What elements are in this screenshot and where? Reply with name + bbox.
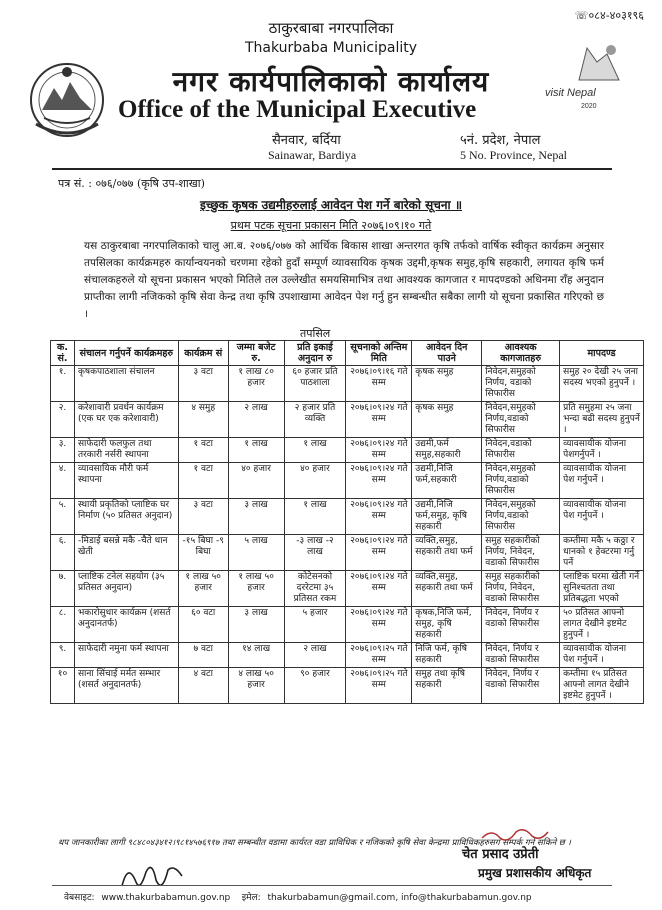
deadline-cell: २०७६।०९।२४ गते सम्म — [346, 463, 412, 499]
serial-cell: ३. — [51, 438, 75, 463]
location-nepali: सैनवार, बर्दिया — [272, 133, 341, 148]
grant-cell: -३ लाख -२ लाख — [284, 535, 346, 571]
grant-cell: १ लाख — [284, 499, 346, 535]
email-links[interactable]: thakurbabamun@gmail.com, info@thakurbabamun.gov.np — [267, 893, 532, 903]
grant-cell: ४० हजार — [284, 463, 346, 499]
deadline-cell: २०७६।०९।२५ गते सम्म — [346, 668, 412, 704]
budget-cell: २ लाख — [228, 402, 284, 438]
program-cell: करेशावारी प्रवर्धन कार्यक्रम (एक घर एक करेशावारी) — [74, 402, 178, 438]
header-cell: क. सं. — [51, 341, 75, 366]
deadline-cell: २०७६।०९।२४ गते सम्म — [346, 607, 412, 643]
serial-cell: ८. — [51, 607, 75, 643]
municipality-name-nepali: ठाकुरबाबा नगरपालिका — [268, 19, 394, 37]
eligible-cell: व्यक्ति,समुह, सहकारी तथा फर्म — [412, 571, 482, 607]
program-cell: साफेदारी फलफुल तथा तरकारी नर्सरी स्थापना — [74, 438, 178, 463]
location-english: Sainawar, Bardiya — [268, 148, 357, 162]
budget-cell: ३ लाख — [228, 607, 284, 643]
budget-cell: ४० हजार — [228, 463, 284, 499]
eligible-cell: कृषक समुह — [412, 402, 482, 438]
deadline-cell: २०७६।०९।२५ गते सम्म — [346, 643, 412, 668]
table-title: तपसिल — [300, 327, 331, 340]
program-cell: स्थायी प्रकृतिको प्लाष्टिक घर निर्माण (५० प्रतिसत अनुदान) — [74, 499, 178, 535]
documents-cell: निवेदन,समुहको निर्णय, वडाको सिफारीस — [482, 366, 560, 402]
documents-cell: निवेदन,समुहको निर्णय,वडाको सिफारीस — [482, 463, 560, 499]
budget-cell: १ लाख ८० हजार — [228, 366, 284, 402]
office-title-nepali: नगर कार्यपालिकाको कार्यालय — [172, 65, 490, 98]
documents-cell: निवेदन,समुहको निर्णय,वडाको सिफारीस — [482, 402, 560, 438]
table-row — [51, 607, 644, 643]
documents-cell: निवेदन,समुहको निर्णय,वडाको सिफारीस — [482, 499, 560, 535]
deadline-cell: २०७६।०९।१६ गते सम्म — [346, 366, 412, 402]
table-row — [51, 643, 644, 668]
table-row — [51, 366, 644, 402]
eligible-cell: निजि फर्म, कृषि सहकारी — [412, 643, 482, 668]
table-row — [51, 499, 644, 535]
criteria-cell: व्यावसायीक योजना पेश गर्नुपर्ने । — [560, 643, 644, 668]
serial-cell: १. — [51, 366, 75, 402]
program-cell: भकारोसुधार कार्यक्रम (शसर्त अनुदानतर्फ) — [74, 607, 178, 643]
program-cell: -मिडाई बसन्ने मकै -चैते धान खेती — [74, 535, 178, 571]
eligible-cell: कृषक,निजि फर्म, समुह, कृषि सहकारी — [412, 607, 482, 643]
header-divider — [52, 168, 612, 170]
quantity-cell: ३ वटा — [178, 366, 228, 402]
serial-cell: ५. — [51, 499, 75, 535]
header-cell: जम्मा बजेट रु. — [228, 341, 284, 366]
eligible-cell: व्यक्ति,समुह, सहकारी तथा फर्म — [412, 535, 482, 571]
header-cell: प्रति इकाई अनुदान रु — [284, 341, 346, 366]
budget-cell: ४ लाख ५० हजार — [228, 668, 284, 704]
quantity-cell: ४ समुह — [178, 402, 228, 438]
quantity-cell: १ वटा — [178, 463, 228, 499]
quantity-cell: १ लाख ५० हजार — [178, 571, 228, 607]
grant-cell: ६० हजार प्रति पाठशाला — [284, 366, 346, 402]
footer-contact — [64, 890, 532, 903]
table-row — [51, 438, 644, 463]
quantity-cell: १ वटा — [178, 438, 228, 463]
notice-subject: इच्छुक कृषक उद्यमीहरुलाई आवेदन पेश गर्ने बारेको सूचना ॥ — [199, 198, 463, 212]
header-cell: आवेदन दिन पाउने — [412, 341, 482, 366]
documents-cell: समुह सहकारीको निर्णय, निवेदन, वडाको सिफारीस — [482, 535, 560, 571]
documents-cell: निवेदन, निर्णय र वडाको सिफारीस — [482, 607, 560, 643]
table-row — [51, 535, 644, 571]
quantity-cell: -१५ बिघा -९ बिघा — [178, 535, 228, 571]
office-title-english: Office of the Municipal Executive — [118, 96, 477, 123]
criteria-cell: ५० प्रतिसत आफ्नो लागत देखीने इष्टमेट हुनुपर्ने । — [560, 607, 644, 643]
grant-cell: २ लाख — [284, 643, 346, 668]
program-cell: प्लाष्टिक टनेल सहयोग (३५ प्रतिसत अनुदान) — [74, 571, 178, 607]
website-label: वेबसाइट: — [64, 893, 95, 903]
program-cell: साफेदारी नमुना फर्म स्थापना — [74, 643, 178, 668]
quantity-cell: ७ वटा — [178, 643, 228, 668]
criteria-cell: कम्तीमा मकै ५ कठ्ठा र धानको १ हेक्टरमा गर्नु पर्ने — [560, 535, 644, 571]
program-table — [50, 340, 644, 704]
serial-cell: ४. — [51, 463, 75, 499]
eligible-cell: समुह तथा कृषि सहकारी — [412, 668, 482, 704]
svg-text:2020: 2020 — [581, 103, 597, 110]
header-cell: सूचनाको अन्तिम मिति — [346, 341, 412, 366]
header-cell: कार्यक्रम सं — [178, 341, 228, 366]
reference-number: पत्र सं. : ०७६/०७७ (कृषि उप-शाखा) — [58, 177, 205, 190]
program-cell: कृषकपाठशाला संचालन — [74, 366, 178, 402]
criteria-cell: प्रति समुहमा २५ जना भन्दा बढी सदस्य हुनुपर्ने । — [560, 402, 644, 438]
svg-text:visit Nepal: visit Nepal — [545, 87, 596, 99]
serial-cell: ९. — [51, 643, 75, 668]
criteria-cell: व्यावसायीक योजना पेशगर्नुपर्ने । — [560, 438, 644, 463]
criteria-cell: कम्तीमा १५ प्रतिसत आफ्नो लागत देखीने इष्टमेट हुनुपर्ने । — [560, 668, 644, 704]
grant-cell: १ लाख — [284, 438, 346, 463]
serial-cell: २. — [51, 402, 75, 438]
quantity-cell: ३ वटा — [178, 499, 228, 535]
grant-cell: २ हजार प्रति व्यक्ति — [284, 402, 346, 438]
serial-cell: १० — [51, 668, 75, 704]
province-english: 5 No. Province, Nepal — [460, 148, 567, 162]
criteria-cell: व्यावसायीक योजना पेश गर्नुपर्ने । — [560, 499, 644, 535]
eligible-cell: उद्यमी,फर्म समुह,सहकारी — [412, 438, 482, 463]
municipality-name-english: Thakurbaba Municipality — [244, 40, 417, 56]
eligible-cell: कृषक समुह — [412, 366, 482, 402]
deadline-cell: २०७६।०९।२४ गते सम्म — [346, 438, 412, 463]
program-cell: व्यावसायिक मौरी फर्म स्थापना — [74, 463, 178, 499]
table-row — [51, 668, 644, 704]
budget-cell: ३ लाख — [228, 499, 284, 535]
header-cell: संचालन गर्नुपर्ने कार्यक्रमहरु — [74, 341, 178, 366]
criteria-cell: प्लाष्टिक घरमा खेती गर्ने सुनिश्चतता तथा प्रतिबद्धता भएको — [560, 571, 644, 607]
criteria-cell: समुह २० देखी २५ जना सदस्य भएको हुनुपर्ने । — [560, 366, 644, 402]
documents-cell: निवेदन,वडाको सिफारीस — [482, 438, 560, 463]
contact-footnote: थप जानकारीका लागी ९८४८०४३४१२।९८१४५७६९१७ तथा सम्बन्धीत वडामा कार्यरत वडा प्राविधिक र नजिकको कृषि सेवा केन्द्रमा प्राविधिकहरुसग सम्पर्क गर्न सकिने छ । — [58, 838, 571, 848]
footer-divider — [52, 885, 612, 886]
header-cell: आवश्यक कागजातहरु — [482, 341, 560, 366]
criteria-cell: व्यावसायीक योजना पेश गर्नुपर्ने । — [560, 463, 644, 499]
serial-cell: ७. — [51, 571, 75, 607]
province-nepali: ५नं. प्रदेश, नेपाल — [460, 133, 541, 148]
table-header-row — [51, 341, 644, 366]
deadline-cell: २०७६।०९।२४ गते सम्म — [346, 535, 412, 571]
table-row — [51, 402, 644, 438]
serial-cell: ६. — [51, 535, 75, 571]
documents-cell: निवेदन, निर्णय र वडाको सिफारीस — [482, 643, 560, 668]
budget-cell: ५ लाख — [228, 535, 284, 571]
header-cell: मापदण्ड — [560, 341, 644, 366]
official-signature — [480, 826, 550, 844]
grant-cell: कोटेसनको दररेटमा ३५ प्रतिसत रकम — [284, 571, 346, 607]
signatory-title: प्रमुख प्रशासकीय अधिकृत — [478, 866, 592, 880]
eligible-cell: उद्यमी,निजि फर्म,समुह, कृषि सहकारी — [412, 499, 482, 535]
signatory-name: चेत प्रसाद उप्रेती — [462, 847, 539, 862]
website-link[interactable]: www.thakurbabamun.gov.np — [101, 893, 231, 903]
table-row — [51, 463, 644, 499]
documents-cell: निवेदन, निर्णय र वडाको सिफारीस — [482, 668, 560, 704]
program-cell: साना सिंचाई मर्मत सम्भार (शसर्त अनुदानतर्फ) — [74, 668, 178, 704]
table-row — [51, 571, 644, 607]
quantity-cell: ६० वटा — [178, 607, 228, 643]
email-label: इमेल: — [241, 893, 261, 903]
deadline-cell: २०७६।०९।२४ गते सम्म — [346, 402, 412, 438]
documents-cell: समुह सहकारीको निर्णय, निवेदन, वडाको सिफारीस — [482, 571, 560, 607]
eligible-cell: उद्यमी,निजि फर्म,सहकारी — [412, 463, 482, 499]
grant-cell: ५ हजार — [284, 607, 346, 643]
phone-number: ☏०८४-४०३१९६ — [574, 9, 644, 22]
notice-body: यस ठाकुरबाबा नगरपालिकाको चालु आ.ब. २०७६/०७७ को आर्थिक बिकास शाखा अन्तरगत कृषि तर्फको वार्षिक स्वीकृत कार्यक्रम अनुसार तपसिलका कार्यक्रमहरु कार्यान्वयनको चरणमा रहेको हुदाँ सम्पूर्ण व्यावसायिक कृषक उद्दमी,कृषक समुह,कृषि सहकारी, लगायत कृषि फर्म संचालकहरुले यो सूचना प्रकासन भएको मितिले तल उल्लेखीत समयसिमाभित्र तथा आवश्यक कागजात र मापदण्डको अधिनमा राँह अनुदान प्राप्तीका लागी नजिकको कृषि सेवा केन्द्र तथा कृषि उपशाखामा आवेदन पेश गर्नु हुन सम्बन्धीत सबैका लागी यो सूचना प्रकासित गरिएको छ । — [84, 240, 604, 320]
budget-cell: १ लाख ५० हजार — [228, 571, 284, 607]
budget-cell: १ लाख — [228, 438, 284, 463]
grant-cell: ९० हजार — [284, 668, 346, 704]
deadline-cell: २०७६।०९।२४ गते सम्म — [346, 499, 412, 535]
publication-date: प्रथम पटक सूचना प्रकासन मिति २०७६।०९।१० गते — [230, 219, 432, 232]
quantity-cell: ४ वटा — [178, 668, 228, 704]
deadline-cell: २०७६।०९।२४ गते सम्म — [346, 571, 412, 607]
budget-cell: १४ लाख — [228, 643, 284, 668]
